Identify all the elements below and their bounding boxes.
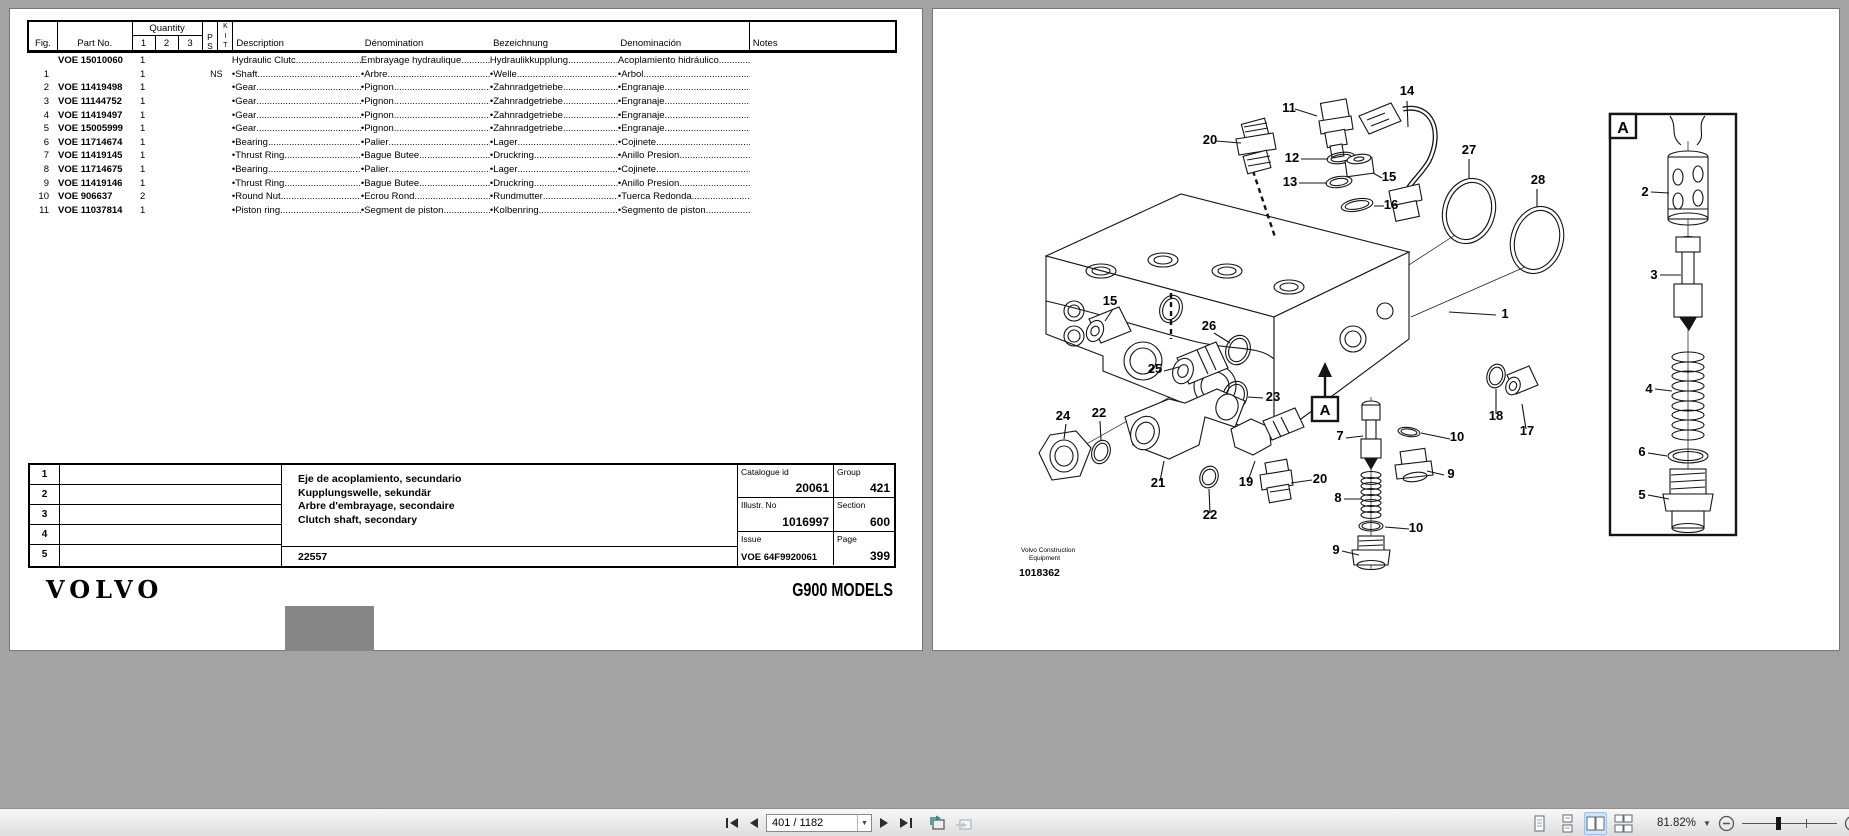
parts-table-header (27, 20, 897, 53)
assembly-title: Arbre d'embrayage, secondaire (298, 500, 455, 512)
page-number-value: 401 / 1182 (772, 817, 824, 829)
info-box-row-number: 1 (30, 465, 59, 485)
col-header-ps: P S (203, 22, 219, 50)
inset-callout-label: 3 (1650, 267, 1658, 282)
inset-a-label: A (1617, 120, 1629, 137)
inset-callout-label: 4 (1645, 381, 1653, 396)
previous-view-icon (928, 815, 946, 831)
callout-label: 7 (1336, 428, 1344, 443)
zoom-dropdown-caret[interactable]: ▼ (1703, 818, 1711, 828)
callout-label: 15 (1381, 169, 1397, 184)
first-page-icon (725, 817, 739, 829)
callout-label: 12 (1284, 150, 1300, 165)
issue-cell: Issue VOE 64F9920061 (738, 532, 834, 565)
first-page-button[interactable] (723, 816, 741, 830)
col-header-denomination: Dénomination (364, 38, 424, 49)
col-header-kit: K I T (218, 22, 233, 50)
callout-label: 10 (1408, 520, 1424, 535)
callout-label: 13 (1282, 174, 1298, 189)
group-cell: Group 421 (834, 465, 894, 498)
illustr-no-cell: Illustr. No 1016997 (738, 498, 834, 531)
two-page-continuous-view-button[interactable] (1612, 812, 1635, 835)
zoom-level: 81.82% (1656, 817, 1696, 829)
info-box-code-row (282, 546, 737, 566)
volvo-logo: VOLVO (46, 575, 164, 604)
table-row: 4 VOE 11419497 1 •Gear ..... •Pignon ..... •Zahnradgetriebe ..... •Engranaje ..... (27, 108, 897, 122)
table-row: 10 VOE 906637 2 •Round Nut ..... •Ecrou Rond ..... •Rundmutter ..... •Tuerca Redonda ..... (27, 190, 897, 204)
callout-label: 11 (1282, 100, 1296, 115)
info-box-row-number: 3 (30, 505, 59, 525)
document-page-right (932, 8, 1840, 651)
col-header-part-no: Part No. (58, 22, 133, 50)
two-page-view-icon (1586, 814, 1605, 833)
callout-label: 1 (1501, 306, 1509, 321)
previous-view-button[interactable] (926, 814, 948, 832)
info-box-titles (282, 465, 738, 566)
two-page-continuous-view-icon (1614, 814, 1633, 833)
callout-label: 27 (1461, 142, 1477, 157)
callout-label: 22 (1091, 405, 1107, 420)
assembly-code: 22557 (298, 551, 328, 563)
table-row: 8 VOE 11714675 1 •Bearing ..... •Palier ..... •Lager ..... •Cojinete ..... (27, 163, 897, 177)
info-box-blank-cell (60, 465, 281, 485)
page-cell: Page 399 (837, 533, 890, 563)
bottom-toolbar (0, 808, 1849, 836)
callout-label: 15 (1102, 293, 1118, 308)
col-header-denominacion: Denominación (620, 38, 682, 49)
callout-label: 17 (1519, 423, 1535, 438)
callout-label: 14 (1399, 83, 1415, 98)
page-number-input[interactable] (766, 814, 872, 832)
callout-label: 9 (1447, 466, 1455, 481)
info-box-meta (738, 465, 894, 566)
zoom-slider-track (1742, 823, 1837, 825)
info-box-blank-cell (60, 505, 281, 525)
zoom-in-button[interactable] (1842, 814, 1849, 833)
info-box-row-number: 2 (30, 485, 59, 505)
detail-a-label: A (1319, 402, 1331, 419)
col-header-bezeichnung: Bezeichnung (493, 38, 548, 49)
inset-callout-label: 2 (1641, 184, 1649, 199)
assembly-title: Clutch shaft, secondary (298, 513, 418, 526)
callout-label: 19 (1238, 474, 1254, 489)
credit-line: Equipment (1029, 555, 1061, 562)
page-dropdown-caret[interactable]: ▼ (857, 815, 871, 831)
inset-callout-label: 5 (1638, 487, 1646, 502)
parts-table-body (27, 54, 897, 217)
catalogue-id-cell: Catalogue id 20061 (738, 465, 834, 498)
last-page-icon (899, 817, 913, 829)
next-page-icon (879, 817, 890, 829)
next-view-button[interactable] (953, 814, 975, 832)
next-page-button[interactable] (877, 816, 892, 830)
info-box (28, 463, 896, 568)
zoom-in-icon (1844, 815, 1849, 832)
continuous-view-button[interactable] (1556, 812, 1579, 835)
table-row: VOE 15010060 1 Hydraulic Clutc ..... Embrayage hydraulique ..... Hydraulikkupplung ..... Acoplamiento hidráulico ..... (27, 54, 897, 68)
callout-label: 20 (1202, 132, 1218, 147)
callout-label: 26 (1201, 318, 1217, 333)
callout-label: 20 (1312, 471, 1328, 486)
callout-label: 21 (1150, 475, 1166, 490)
info-box-blank-cell (60, 485, 281, 505)
col-header-fig: Fig. (29, 22, 58, 50)
previous-page-icon (748, 817, 759, 829)
table-row: 7 VOE 11419145 1 •Thrust Ring ..... •Bague Butee ..... •Druckring ..... •Anillo Presion ..... (27, 149, 897, 163)
info-box-blank-cell (60, 545, 281, 565)
inset-callout-label: 6 (1638, 444, 1646, 459)
info-box-blank-cell (60, 525, 281, 545)
zoom-slider[interactable] (1742, 813, 1837, 833)
callout-label: 24 (1055, 408, 1071, 423)
exploded-diagram (933, 9, 1839, 650)
col-header-description: Description (236, 38, 284, 49)
col-header-notes: Notes (749, 22, 895, 50)
callout-label: 25 (1147, 361, 1163, 376)
callout-label: 10 (1449, 429, 1465, 444)
callout-label: 16 (1383, 197, 1399, 212)
callout-label: 23 (1265, 389, 1281, 404)
qty-col-3: 3 (187, 38, 193, 49)
zoom-slider-tick (1806, 819, 1808, 828)
previous-page-button[interactable] (746, 816, 761, 830)
callout-label: 18 (1488, 408, 1504, 423)
callout-label: 9 (1332, 542, 1340, 557)
document-page-left (9, 8, 923, 651)
redaction-box (285, 606, 374, 651)
qty-col-1: 1 (133, 36, 156, 50)
table-row: 5 VOE 15005999 1 •Gear ..... •Pignon ..... •Zahnradgetriebe ..... •Engranaje ..... (27, 122, 897, 136)
callout-label: 8 (1334, 490, 1342, 505)
continuous-view-icon (1558, 814, 1577, 833)
info-box-row-number: 4 (30, 525, 59, 545)
col-header-quantity: Quantity 1 2 3 (133, 22, 203, 50)
zoom-out-button[interactable] (1716, 814, 1737, 833)
table-row: 9 VOE 11419146 1 •Thrust Ring ..... •Bague Butee ..... •Druckring ..... •Anillo Presion ..... (27, 176, 897, 190)
single-page-view-icon (1530, 814, 1549, 833)
assembly-title: Kupplungswelle, sekundär (298, 486, 432, 499)
qty-col-2: 2 (156, 36, 179, 50)
zoom-out-icon (1718, 815, 1735, 832)
single-page-view-button[interactable] (1528, 812, 1551, 835)
info-box-row-number: 5 (41, 549, 48, 560)
assembly-title: Eje de acoplamiento, secundario (298, 473, 462, 485)
credit-line: Volvo Construction (1021, 547, 1076, 554)
table-row: 1 1 NS •Shaft ..... •Arbre ..... •Welle ..... •Arbol ..... (27, 68, 897, 82)
models-label: G900 MODELS (792, 580, 893, 600)
next-view-icon (955, 815, 973, 831)
info-box-row-numbers (30, 465, 60, 566)
last-page-button[interactable] (897, 816, 915, 830)
parts-table (27, 20, 897, 217)
section-cell: Section 600 (834, 498, 894, 531)
two-page-view-button[interactable] (1584, 812, 1607, 835)
table-row: 11 VOE 11037814 1 •Piston ring ..... •Segment de piston ..... •Kolbenring ..... •Segmento de piston ..... (27, 204, 897, 218)
callout-label: 28 (1530, 172, 1546, 187)
callout-label: 22 (1202, 507, 1218, 522)
zoom-slider-handle[interactable] (1776, 817, 1781, 830)
table-row: 2 VOE 11419498 1 •Gear ..... •Pignon ..... •Zahnradgetriebe ..... •Engranaje ..... (27, 81, 897, 95)
illustration-number: 1018362 (1019, 567, 1060, 579)
table-row: 3 VOE 11144752 1 •Gear ..... •Pignon ..... •Zahnradgetriebe ..... •Engranaje ..... (27, 95, 897, 109)
info-box-blank-cells (60, 465, 282, 566)
table-row: 6 VOE 11714674 1 •Bearing ..... •Palier ..... •Lager ..... •Cojinete ..... (27, 136, 897, 150)
